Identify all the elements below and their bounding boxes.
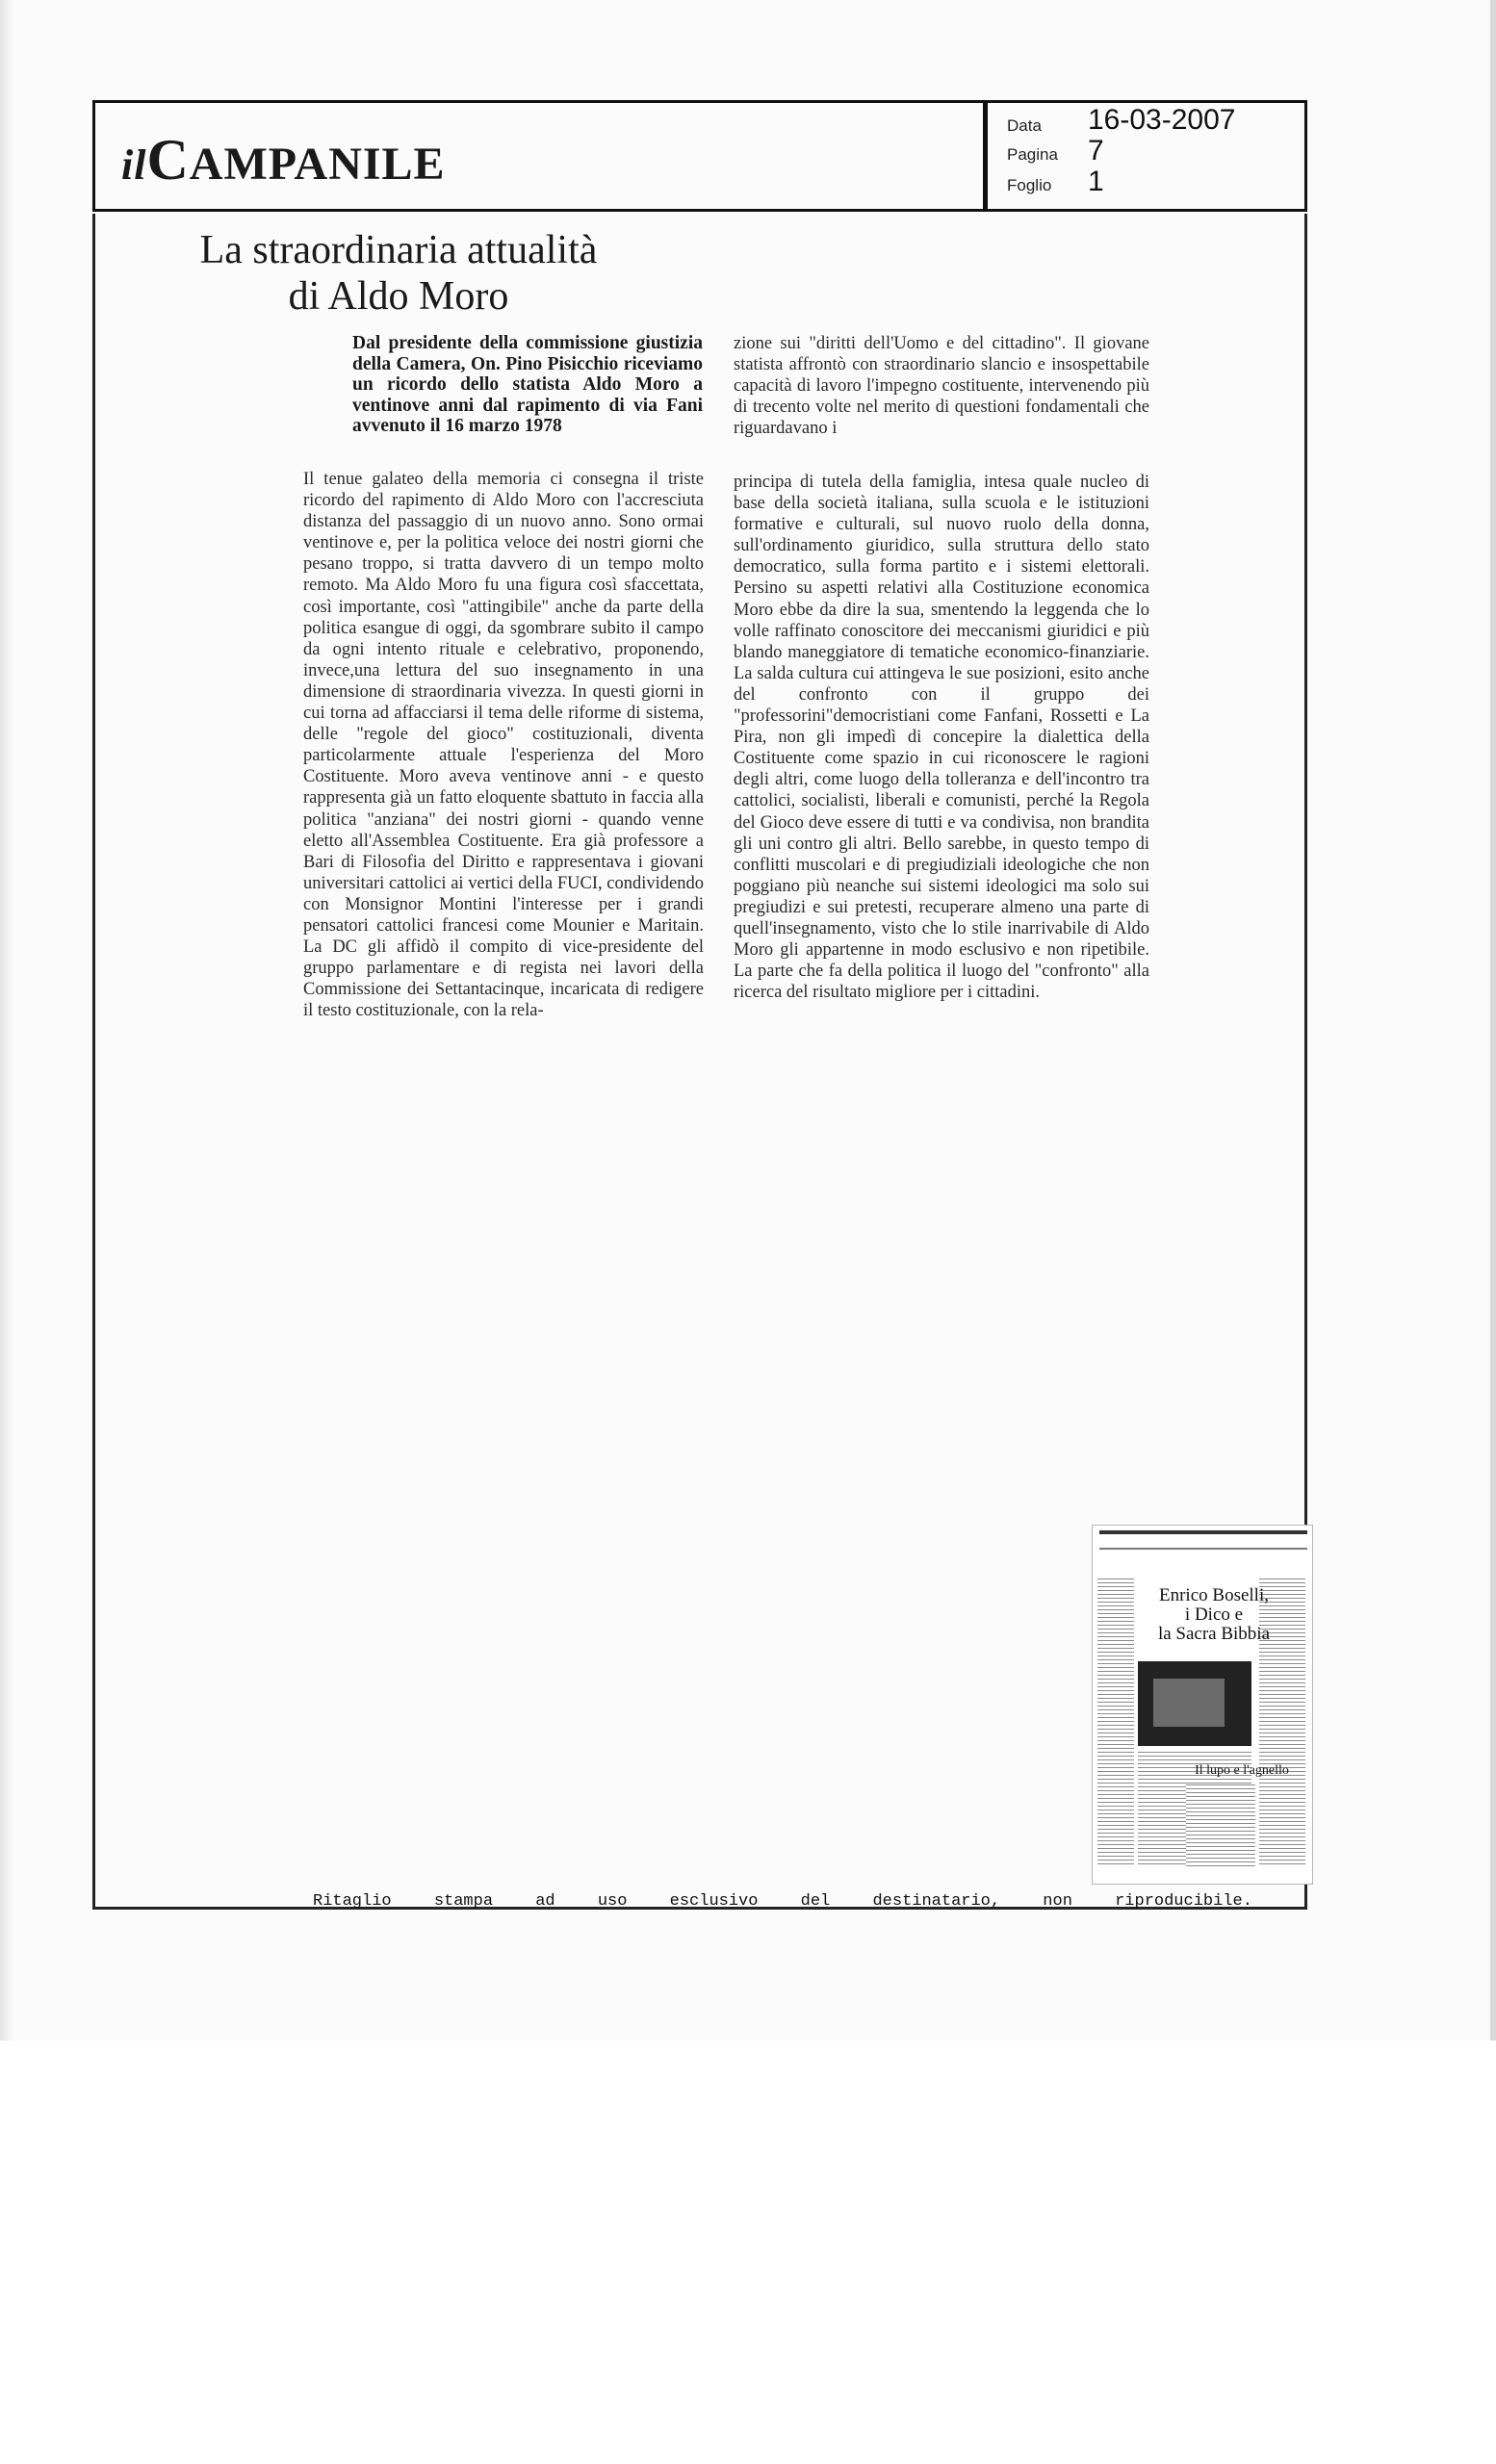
page-shadow xyxy=(0,0,13,2040)
article-lead: Dal presidente della commissione giustizia della Camera, On. Pino Pisicchio riceviamo un ricordo dello statista Aldo Moro a ventinove anni dal rapimento di via Fani avvenuto il 16 marzo 1978 xyxy=(352,333,703,436)
article-column-right-top xyxy=(734,333,1149,439)
thumbnail-headline xyxy=(1142,1586,1286,1644)
thumbnail-headline-line2: i Dico e xyxy=(1184,1604,1244,1625)
page-edge xyxy=(1490,0,1496,2040)
frame-left-rule xyxy=(92,214,95,1908)
masthead-il: il xyxy=(121,141,147,189)
footer-disclaimer: Ritaglio stampa ad uso esclusivo del destinatario, non riproducibile. xyxy=(313,1892,1252,1911)
article-column-right xyxy=(734,472,1149,1003)
article-title-line2: di Aldo Moro xyxy=(288,274,509,319)
data-label: Data xyxy=(1007,116,1042,135)
article-body-right-top: zione sui "diritti dell'Uomo e del cittadino". Il giovane statista affrontò con straordinario slancio e insospettabile capacità di lavoro l'impegno costituente, intervenendo più di trecento volte nel merito di questioni fondamentali che riguardavano i xyxy=(734,334,1149,439)
thumbnail-column-sub xyxy=(1186,1784,1255,1867)
foglio-value: 1 xyxy=(1088,166,1104,197)
masthead-rest: AMPANILE xyxy=(189,139,446,190)
article-body-right: principa di tutela della famiglia, intesa quale nucleo di base della società italiana, sulla scuola e le istituzioni formative e culturali, sul nuovo ruolo della donna, sull'ordinamento giuridico, sulla struttura dello stato democratico, sulla forma partito e i sistemi elettorali. Persino su aspetti relativi alla Costituzione economica Moro ebbe da dire la sua, smentendo la leggenda che lo volle raffinato conoscitore dei meccanismi giuridici e più blando maneggiatore di tematiche economico-finanziarie. La salda cultura cui attingeva le sue posizioni, esito anche del confronto con il gruppo dei "professorini"democristiani come Fanfani, Rossetti e La Pira, non gli impedì di concepire la dialettica della Costituente come spazio in cui riconoscere le ragioni degli altri, come luogo della tolleranza e dell'incontro tra cattolici, socialisti, liberali e comunisti, perché la Regola del Gioco deve essere di tutti e va condivisa, non brandita gli uni contro gli altri. Bello sarebbe, in questo tempo di conflitti muscolari e di pregiudiziali ideologiche che non poggiano più neanche sui sistemi ideologici ma solo sui pregiudizi e sui pretesti, recuperare almeno una parte di quell'insegnamento, visto che lo stile inarrivabile di Aldo Moro gli appartenne in modo esclusivo e non ripetibile. La parte che fa della politica il luogo del "confronto" alla ricerca del risultato migliore per i cittadini. xyxy=(734,473,1149,1003)
thumbnail-headline-line3: la Sacra Bibbia xyxy=(1157,1624,1271,1644)
masthead-initial: C xyxy=(146,128,190,192)
article-body-left: Il tenue galateo della memoria ci consegna il triste ricordo del rapimento di Aldo Moro con l'accresciuta distanza del passaggio di un nuovo anno. Sono ormai ventinove e, per la politica veloce dei nostri giorni che pesano troppo, si tratta davvero di un tempo molto remoto. Ma Aldo Moro fu una figura così sfaccettata, così importante, così "attingibile" anche da parte della politica esangue di oggi, da sgombrare subito il campo da ogni intento rituale e celebrativo, proponendo, invece,una lettura del suo insegnamento in una dimensione di straordinaria vivezza. In questi giorni in cui torna ad affacciarsi il tema delle riforme di sistema, delle "regole del gioco" costituzionali, diventa particolarmente attuale l'esperienza del Moro Costituente. Moro aveva ventinove anni - e questo rappresenta già un fatto eloquente sbattuto in faccia alla politica "anziana" dei nostri giorni - quando venne eletto all'Assemblea Costituente. Era già professore a Bari di Filosofia del Diritto e rappresentava i giovani universitari cattolici ai vertici della FUCI, condividendo con Monsignor Montini l'interesse per i grandi pensatori cattolici francesi come Mounier e Maritain. La DC gli affidò il compito di vice-presidente del gruppo parlamentare e di regista nei lavori della Commissione dei Settantacinque, incaricata di redigere il testo costituzionale, con la rela- xyxy=(303,470,704,1021)
thumbnail-photo xyxy=(1138,1661,1251,1746)
pagina-value: 7 xyxy=(1088,135,1104,167)
pagina-label: Pagina xyxy=(1007,145,1058,164)
article-title-line1: La straordinaria attualità xyxy=(199,228,598,272)
thumbnail-rule xyxy=(1099,1548,1307,1550)
foglio-label: Foglio xyxy=(1007,176,1052,194)
thumbnail-top-bar xyxy=(1099,1530,1307,1534)
thumbnail-column-left xyxy=(1097,1578,1134,1867)
data-value: 16-03-2007 xyxy=(1088,104,1236,136)
article-column-left xyxy=(303,469,704,1021)
article-title xyxy=(110,227,687,320)
header-divider xyxy=(983,100,988,212)
masthead-logo xyxy=(121,128,446,194)
thumbnail-subhead: Il lupo e l'agnello xyxy=(1195,1763,1289,1778)
thumbnail-headline-line1: Enrico Boselli, xyxy=(1159,1585,1269,1605)
